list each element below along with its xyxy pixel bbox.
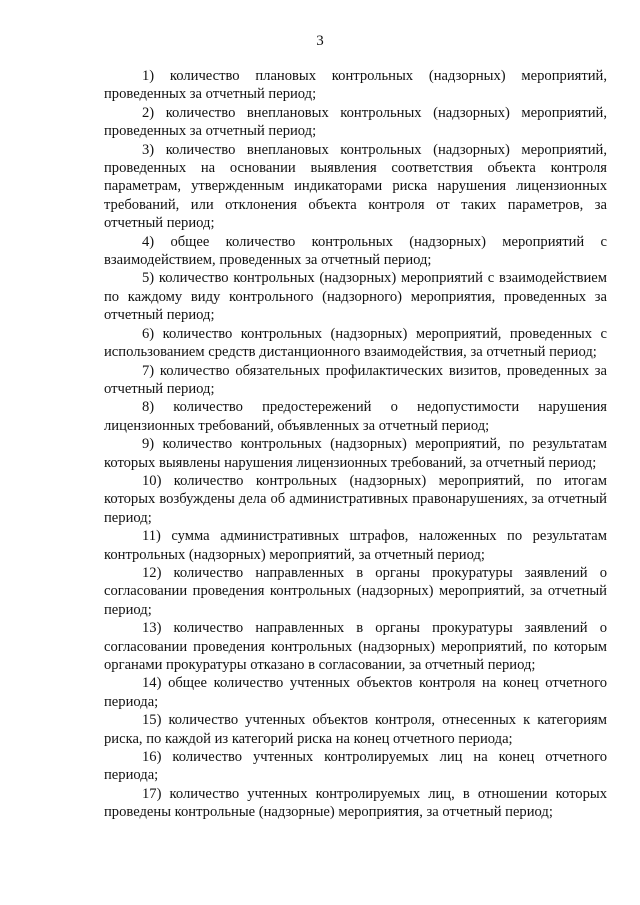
list-item-13: 13) количество направленных в органы прокуратуры заявлений о согласовании проведения контрольных (надзорных) мероприятий, по которым органами прокуратуры отказано в согласовании, за отчетный период; bbox=[104, 620, 607, 673]
list-item-4: 4) общее количество контрольных (надзорных) мероприятий с взаимодействием, проведенных за отчетный период; bbox=[104, 233, 607, 269]
list-item-15: 15) количество учтенных объектов контроля, отнесенных к категориям риска, по каждой из категорий риска на конец отчетного периода; bbox=[104, 712, 607, 747]
list-item-6: 6) количество контрольных (надзорных) мероприятий, проведенных с использованием средств дистанционного взаимодействия, за отчетный период; bbox=[104, 325, 607, 361]
list-item-9: 9) количество контрольных (надзорных) мероприятий, по результатам которых выявлены нарушения лицензионных требований, за отчетный период; bbox=[104, 436, 607, 471]
list-item-2: 2) количество внеплановых контрольных (надзорных) мероприятий, проведенных за отчетный период; bbox=[104, 104, 607, 140]
list-item-14: 14) общее количество учтенных объектов контроля на конец отчетного периода; bbox=[104, 675, 607, 710]
list-item-16: 16) количество учтенных контролируемых лиц на конец отчетного периода; bbox=[104, 749, 607, 784]
list-item-10: 10) количество контрольных (надзорных) мероприятий, по итогам которых возбуждены дела об административных правонарушениях, за отчетный период; bbox=[104, 472, 607, 526]
list-item-11: 11) сумма административных штрафов, наложенных по результатам контрольных (надзорных) мероприятий, за отчетный период; bbox=[104, 528, 607, 563]
list-item-7: 7) количество обязательных профилактических визитов, проведенных за отчетный период; bbox=[104, 362, 607, 397]
document-body bbox=[104, 67, 607, 822]
page-number: 3 bbox=[316, 33, 324, 49]
list-item-1: 1) количество плановых контрольных (надзорных) мероприятий, проведенных за отчетный период; bbox=[104, 68, 607, 103]
list-item-3: 3) количество внеплановых контрольных (надзорных) мероприятий, проведенных на основании выявления соответствия объекта контроля параметрам, утвержденным индикаторами риска нарушения лицензионных требований, или отклонения объекта контроля от таких параметров, за отчетный период; bbox=[104, 141, 607, 232]
list-item-5: 5) количество контрольных (надзорных) мероприятий с взаимодействием по каждому виду контрольного (надзорного) мероприятия, проведенных за отчетный период; bbox=[104, 270, 607, 324]
list-item-17: 17) количество учтенных контролируемых лиц, в отношении которых проведены контрольные (надзорные) мероприятия, за отчетный период; bbox=[104, 785, 607, 821]
list-item-12: 12) количество направленных в органы прокуратуры заявлений о согласовании проведения контрольных (надзорных) мероприятий, за отчетный период; bbox=[104, 564, 607, 618]
list-item-8: 8) количество предостережений о недопустимости нарушения лицензионных требований, объявленных за отчетный период; bbox=[104, 399, 607, 434]
